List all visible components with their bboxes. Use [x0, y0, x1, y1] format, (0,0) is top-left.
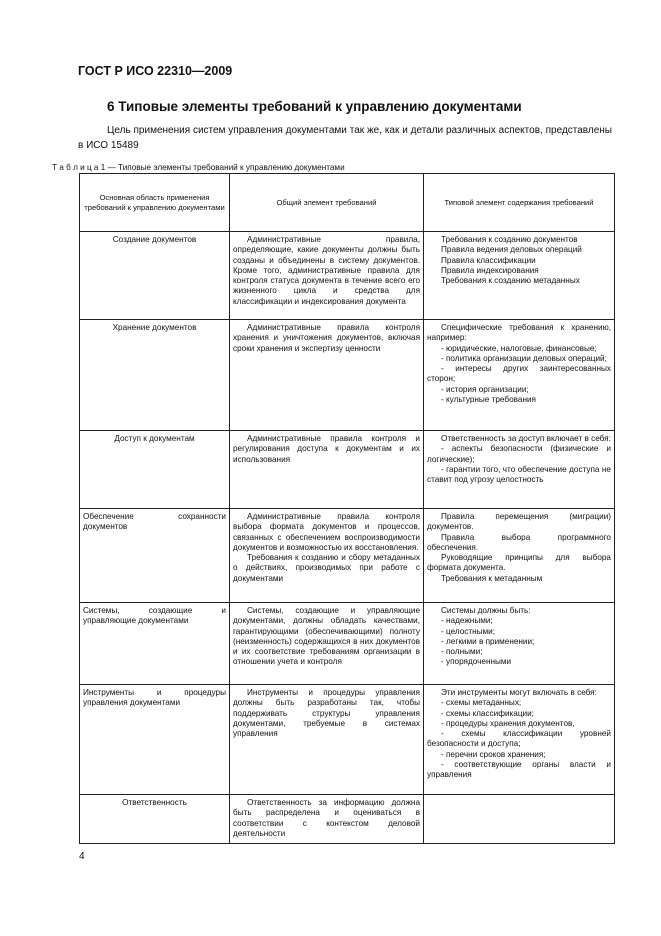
typical-line: Эти инструменты могут включать в себя:	[441, 688, 597, 697]
table-row	[80, 795, 615, 844]
typical-line: - интересы других заинтересованных сторон;	[427, 364, 611, 384]
table-row	[80, 685, 615, 795]
typical-line: - аспекты безопасности (физические и логические);	[427, 444, 611, 464]
general-cell	[230, 509, 424, 603]
general-cell	[230, 232, 424, 320]
area-cell: Обеспечение сохранности документов	[80, 509, 230, 603]
column-header-typical: Типовой элемент содержания требований	[424, 174, 615, 232]
area-cell: Системы, создающие и управляющие документами	[80, 603, 230, 685]
typical-cell	[424, 232, 615, 320]
typical-line: - политика организации деловых операций;	[441, 353, 607, 363]
typical-line: - легкими в применении;	[441, 636, 535, 646]
typical-line: Требования к созданию метаданных	[441, 276, 580, 286]
general-text: Административные правила контроля хранения и уничтожения документов, включая сроки хранения и экспертизу ценности	[233, 323, 420, 353]
general-text: Требования к созданию и сбору метаданных о действиях, производимых при работе с документами	[233, 553, 420, 583]
typical-line: - история организации;	[441, 384, 529, 394]
column-header-area: Основная область применения требований к управлению документами	[80, 174, 230, 232]
typical-line: Правила ведения деловых операций	[441, 245, 582, 255]
area-cell: Хранение документов	[80, 320, 230, 431]
typical-line: Требования к созданию документов	[441, 235, 578, 244]
general-text: Административные правила, определяющие, какие документы должны быть созданы и объединены в систему документов. Кроме того, административные правила для контроля статуса документа в течение всего его жизненного цикла и средства для классификации и индексирования документа	[233, 235, 420, 306]
typical-line: - схемы классификации;	[441, 708, 534, 718]
column-header-general: Общий элемент требований	[230, 174, 424, 232]
typical-line: Требования к метаданным	[441, 573, 543, 583]
typical-line: Ответственность за доступ включает в себя:	[441, 434, 611, 443]
typical-cell	[424, 509, 615, 603]
typical-line: - гарантии того, что обеспечение доступа не ставит под угрозу целостность	[427, 464, 611, 485]
general-text: Инструменты и процедуры управления должны быть разработаны так, чтобы поддерживать структуры управления документами, требуемые в системах управления	[233, 688, 420, 739]
table-row	[80, 232, 615, 320]
general-cell	[230, 795, 424, 844]
typical-cell	[424, 603, 615, 685]
general-text: Ответственность за информацию должна быть распределена и оцениваться в соответствии с контекстом деловой деятельности	[233, 798, 420, 838]
area-cell: Инструменты и процедуры управления документами	[80, 685, 230, 795]
typical-line: - надежными;	[441, 616, 493, 626]
typical-line: - культурные требования	[441, 395, 536, 405]
table-row	[80, 603, 615, 685]
general-text: Системы, создающие и управляющие документами, должны обладать качествами, гарантирующими (обеспечивающими) полноту (неизменность) содержащихся в них документов и их соответствие требованиям организации в отношении учета и контроля	[233, 606, 420, 667]
typical-line: Правила перемещения (миграции) документов.	[427, 512, 611, 532]
typical-line: Руководящие принципы для выбора формата документа.	[427, 553, 611, 573]
typical-cell	[424, 431, 615, 509]
document-header: ГОСТ Р ИСО 22310—2009	[78, 64, 233, 78]
general-text: Административные правила контроля выбора формата документов и процессов, связанных с обеспечением воспроизводимости документов и возможностью их восстановления.	[233, 512, 420, 552]
typical-line: Системы должны быть:	[441, 606, 531, 615]
typical-line: - схемы метаданных;	[441, 698, 522, 708]
typical-cell	[424, 320, 615, 431]
typical-line: Правила классификации	[441, 255, 536, 265]
typical-line: - полными;	[441, 647, 483, 657]
page-number: 4	[79, 851, 85, 862]
general-cell	[230, 320, 424, 431]
typical-cell	[424, 795, 615, 844]
table-row	[80, 431, 615, 509]
table-row	[80, 320, 615, 431]
general-cell	[230, 685, 424, 795]
typical-line: - перечни сроков хранения;	[441, 749, 546, 759]
section-title: 6 Типовые элементы требований к управлению документами	[107, 99, 522, 114]
typical-line: Специфические требования к хранению, например:	[427, 323, 611, 343]
general-cell	[230, 603, 424, 685]
typical-line: - соответствующие органы власти и управления	[427, 760, 611, 780]
table-row	[80, 509, 615, 603]
general-cell	[230, 431, 424, 509]
table-header-row	[80, 174, 615, 232]
typical-line: - целостными;	[441, 626, 496, 636]
area-cell: Ответственность	[80, 795, 230, 844]
general-text: Административные правила контроля и регулирования доступа к документам и их использования	[233, 434, 420, 464]
area-cell: Доступ к документам	[80, 431, 230, 509]
requirements-table	[79, 173, 615, 844]
table-caption: Т а б л и ц а 1 — Типовые элементы требований к управлению документами	[52, 163, 345, 172]
typical-cell	[424, 685, 615, 795]
typical-line: - юридические, налоговые, финансовые;	[441, 343, 597, 353]
typical-line: Правила выбора программного обеспечения.	[427, 532, 611, 552]
typical-line: - процедуры хранения документов,	[441, 718, 575, 728]
typical-line: - упорядоченными	[441, 657, 512, 667]
typical-line: Правила индексирования	[441, 265, 539, 275]
typical-line: - схемы классификации уровней безопасности и доступа;	[427, 729, 611, 749]
intro-paragraph: Цель применения систем управления документами так же, как и детали различных аспектов, представлены в ИСО 15489	[78, 125, 612, 151]
area-cell: Создание документов	[80, 232, 230, 320]
